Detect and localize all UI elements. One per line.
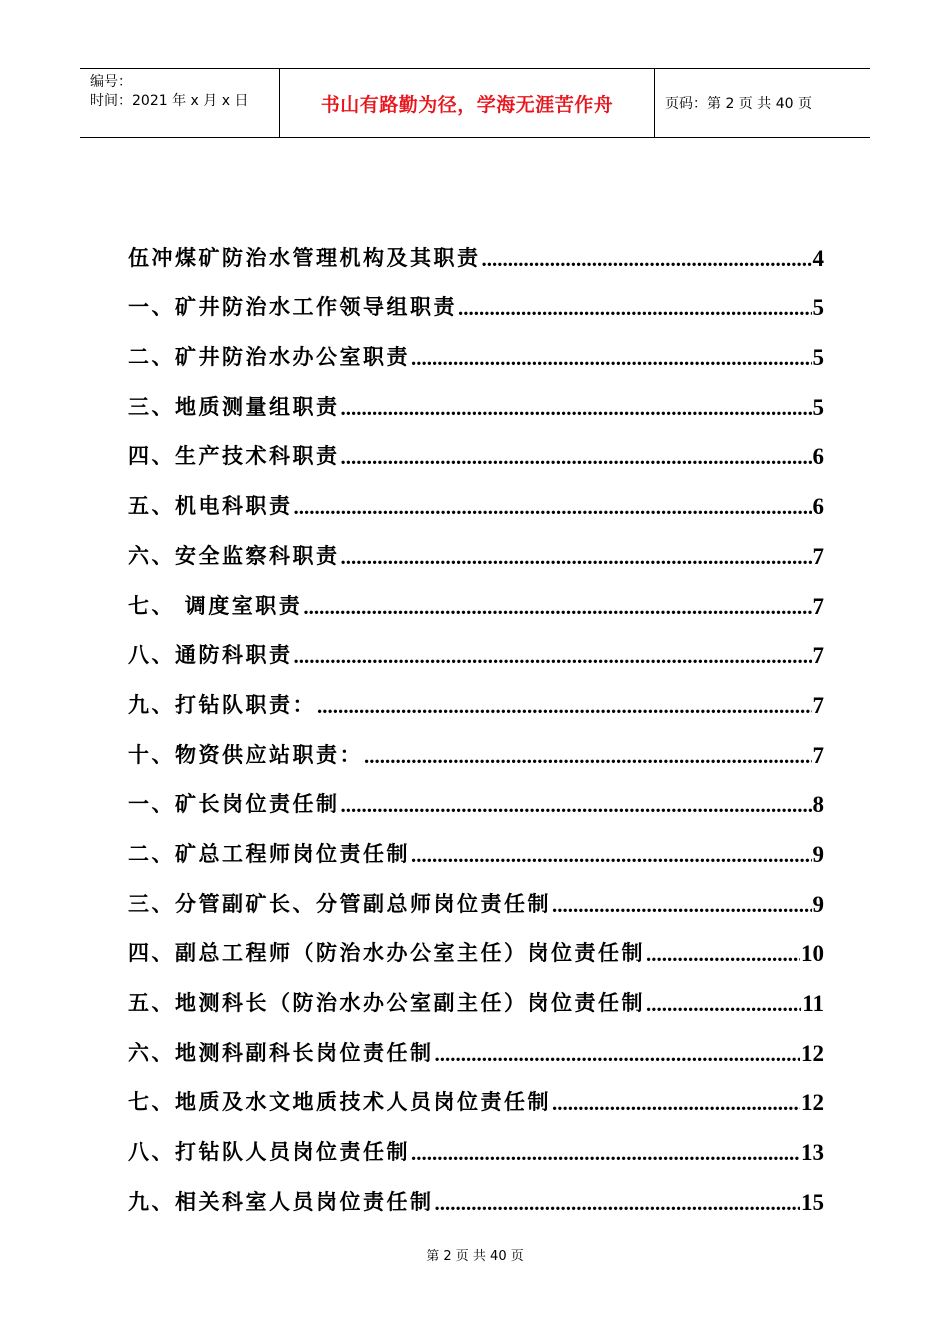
toc-leader-dots bbox=[364, 744, 812, 769]
toc-entry[interactable] bbox=[128, 1116, 824, 1166]
toc-leader-dots bbox=[435, 1191, 801, 1216]
toc-leader-dots bbox=[341, 445, 812, 470]
toc-entry-title: 七、地质及水文地质技术人员岗位责任制 bbox=[128, 1090, 551, 1115]
toc-entry-page: 7 bbox=[812, 643, 824, 669]
page-footer: 第 2 页 共 40 页 bbox=[426, 1249, 524, 1264]
toc-entry[interactable] bbox=[128, 570, 824, 620]
document-time-label: 时间：2021 年 x 月 x 日 bbox=[90, 93, 249, 109]
toc-entry-page: 9 bbox=[812, 841, 824, 867]
toc-leader-dots bbox=[303, 595, 811, 620]
toc-entry[interactable] bbox=[128, 1067, 824, 1117]
header-motto: 书山有路勤为径，学海无涯苦作舟 bbox=[280, 69, 655, 137]
toc-entry-title: 一、矿井防治水工作领导组职责 bbox=[128, 295, 457, 320]
toc-entry[interactable] bbox=[128, 620, 824, 670]
toc-entry-page: 7 bbox=[812, 593, 824, 619]
toc-entry-page: 5 bbox=[812, 295, 824, 321]
toc-leader-dots bbox=[294, 644, 812, 669]
toc-entry-title: 八、打钻队人员岗位责任制 bbox=[128, 1140, 410, 1165]
toc-entry[interactable] bbox=[128, 669, 824, 719]
toc-entry[interactable] bbox=[128, 967, 824, 1017]
toc-entry-page: 5 bbox=[812, 345, 824, 371]
toc-entry-page: 12 bbox=[801, 1040, 824, 1066]
toc-entry[interactable] bbox=[128, 719, 824, 769]
toc-leader-dots bbox=[646, 992, 801, 1017]
toc-entry-title: 八、通防科职责 bbox=[128, 643, 293, 668]
toc-entry[interactable] bbox=[128, 818, 824, 868]
toc-leader-dots bbox=[341, 545, 812, 570]
toc-leader-dots bbox=[552, 1091, 800, 1116]
toc-entry-page: 7 bbox=[812, 543, 824, 569]
toc-leader-dots bbox=[411, 1141, 800, 1166]
toc-entry-title: 九、打钻队职责： bbox=[128, 692, 316, 717]
toc-leader-dots bbox=[458, 296, 812, 321]
toc-entry[interactable] bbox=[128, 222, 824, 272]
toc-entry-title: 十、物资供应站职责： bbox=[128, 742, 363, 767]
toc-entry-title: 六、安全监察科职责 bbox=[128, 543, 340, 568]
toc-entry-title: 一、矿长岗位责任制 bbox=[128, 792, 340, 817]
toc-entry-title: 二、矿井防治水办公室职责 bbox=[128, 345, 410, 370]
toc-entry-page: 15 bbox=[801, 1189, 824, 1215]
toc-leader-dots bbox=[646, 942, 800, 967]
toc-entry-title: 九、相关科室人员岗位责任制 bbox=[128, 1189, 434, 1214]
toc-entry-title: 六、地测科副科长岗位责任制 bbox=[128, 1040, 434, 1065]
toc-entry-title: 四、生产技术科职责 bbox=[128, 444, 340, 469]
toc-entry-page: 13 bbox=[801, 1140, 824, 1166]
toc-entry-title: 三、分管副矿长、分管副总师岗位责任制 bbox=[128, 891, 551, 916]
table-of-contents bbox=[128, 222, 824, 1216]
toc-entry[interactable] bbox=[128, 868, 824, 918]
toc-leader-dots bbox=[552, 893, 812, 918]
toc-leader-dots bbox=[317, 694, 812, 719]
toc-leader-dots bbox=[435, 1042, 801, 1067]
toc-entry-page: 7 bbox=[812, 692, 824, 718]
toc-leader-dots bbox=[411, 346, 812, 371]
toc-entry[interactable] bbox=[128, 918, 824, 968]
toc-entry[interactable] bbox=[128, 421, 824, 471]
toc-entry-page: 12 bbox=[801, 1090, 824, 1116]
toc-entry-title: 四、副总工程师（防治水办公室主任）岗位责任制 bbox=[128, 941, 645, 966]
document-number-label: 编号： bbox=[90, 74, 132, 90]
toc-leader-dots bbox=[341, 793, 812, 818]
page-header bbox=[80, 68, 870, 138]
toc-entry-page: 8 bbox=[812, 792, 824, 818]
toc-entry-page: 11 bbox=[802, 991, 824, 1016]
toc-entry-title: 二、矿总工程师岗位责任制 bbox=[128, 841, 410, 866]
toc-leader-dots bbox=[411, 843, 812, 868]
toc-entry-page: 9 bbox=[812, 891, 824, 917]
toc-entry-title: 伍冲煤矿防治水管理机构及其职责 bbox=[128, 245, 481, 270]
toc-leader-dots bbox=[482, 247, 812, 272]
toc-entry-page: 6 bbox=[812, 444, 824, 470]
toc-entry[interactable] bbox=[128, 1166, 824, 1216]
toc-entry-page: 7 bbox=[812, 742, 824, 768]
toc-entry-page: 5 bbox=[812, 394, 824, 420]
toc-entry[interactable] bbox=[128, 272, 824, 322]
toc-entry-title: 三、地质测量组职责 bbox=[128, 394, 340, 419]
toc-entry-page: 4 bbox=[812, 245, 824, 271]
toc-leader-dots bbox=[341, 396, 812, 421]
toc-entry[interactable] bbox=[128, 321, 824, 371]
header-info-cell bbox=[80, 69, 280, 137]
toc-entry-page: 6 bbox=[812, 494, 824, 520]
toc-entry-title: 七、 调度室职责 bbox=[128, 593, 303, 618]
toc-entry[interactable] bbox=[128, 1017, 824, 1067]
toc-entry[interactable] bbox=[128, 371, 824, 421]
toc-entry[interactable] bbox=[128, 470, 824, 520]
toc-entry[interactable] bbox=[128, 520, 824, 570]
header-page-label: 页码：第 2 页 共 40 页 bbox=[665, 96, 812, 112]
toc-entry-page: 10 bbox=[801, 941, 824, 967]
toc-leader-dots bbox=[294, 495, 812, 520]
toc-entry-title: 五、地测科长（防治水办公室副主任）岗位责任制 bbox=[128, 991, 645, 1015]
toc-entry-title: 五、机电科职责 bbox=[128, 494, 293, 519]
toc-entry[interactable] bbox=[128, 769, 824, 819]
